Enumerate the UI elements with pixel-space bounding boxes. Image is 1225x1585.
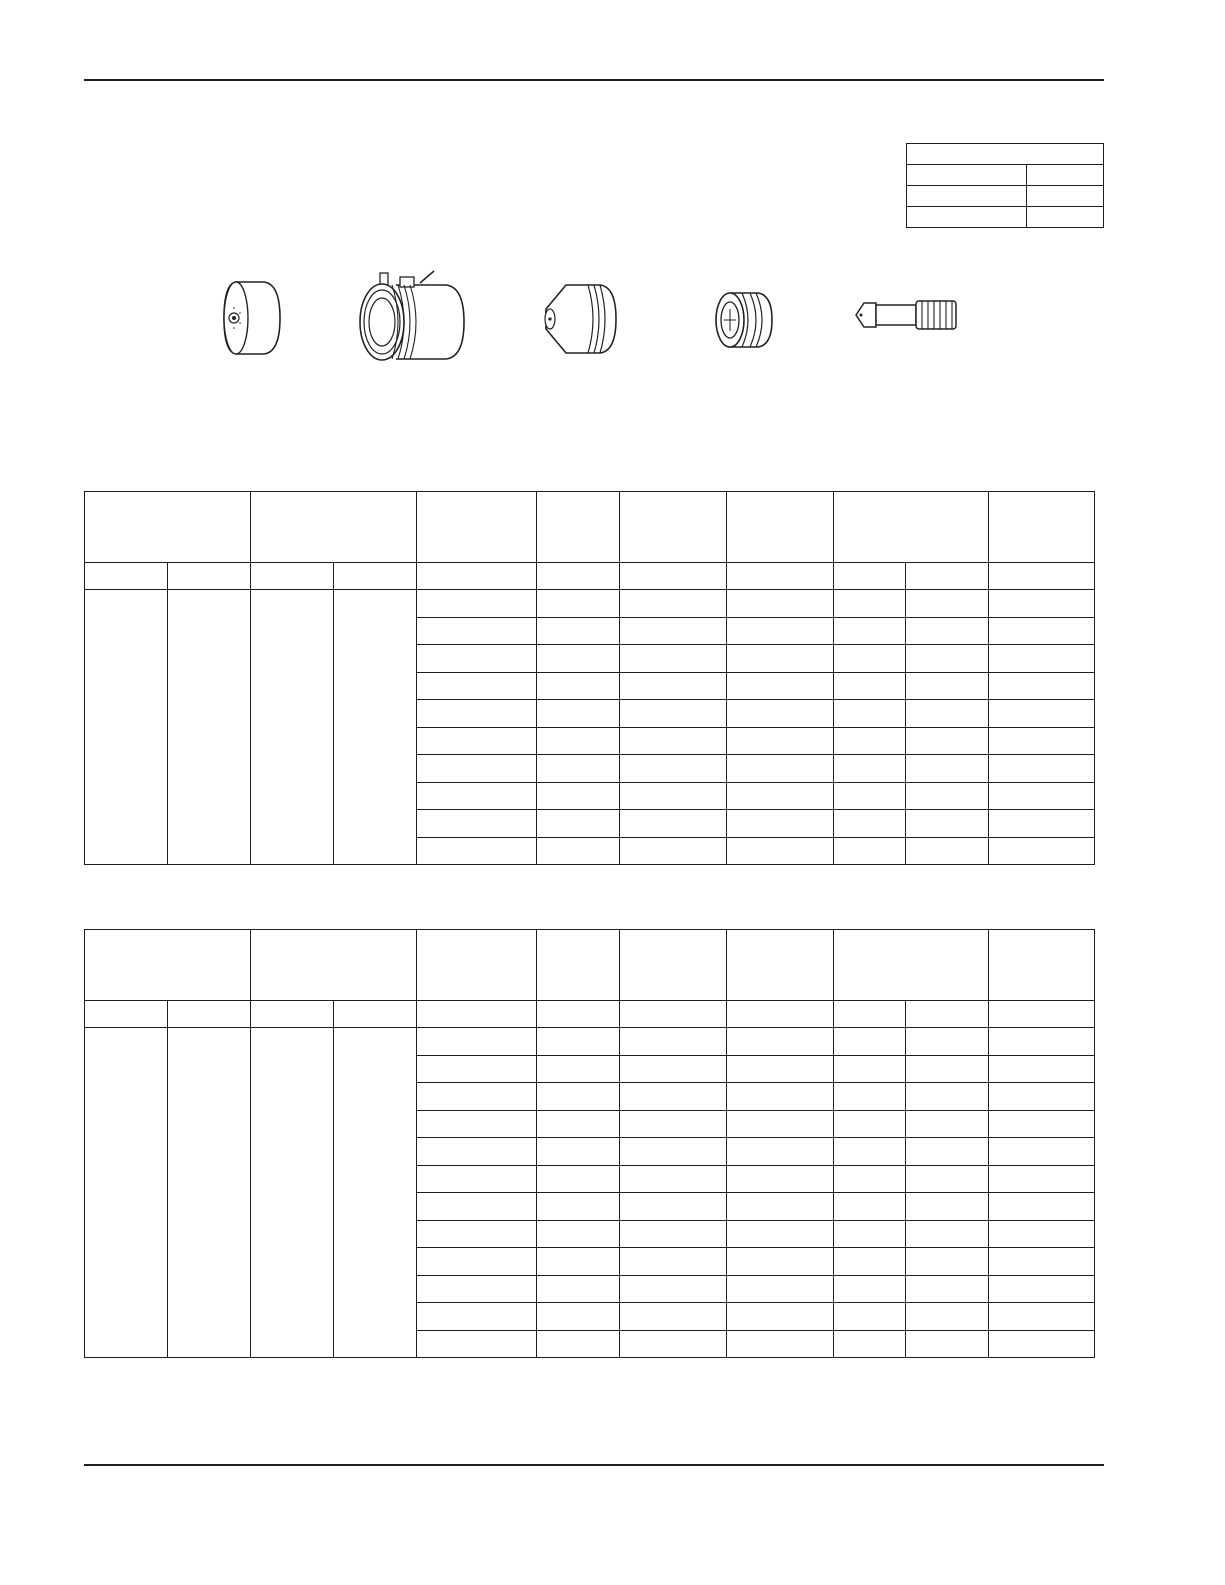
reference-table-row xyxy=(907,186,1104,207)
table-cell xyxy=(989,700,1095,728)
table-cell xyxy=(989,837,1095,865)
footer-rule xyxy=(84,1464,1104,1466)
table-cell xyxy=(906,1083,989,1111)
table-cell xyxy=(727,1330,834,1358)
table-cell xyxy=(537,700,620,728)
shield-illustration xyxy=(222,280,282,356)
table-cell xyxy=(727,1028,834,1056)
table-cell xyxy=(989,1083,1095,1111)
table-cell xyxy=(620,700,727,728)
table-cell xyxy=(537,727,620,755)
table-cell xyxy=(537,1028,620,1056)
table-cell xyxy=(906,700,989,728)
table-cell xyxy=(989,1248,1095,1276)
table-cell xyxy=(906,1275,989,1303)
reference-table-row xyxy=(907,207,1104,228)
table-cell xyxy=(834,1248,906,1276)
table-cell xyxy=(537,1083,620,1111)
table-cell xyxy=(85,563,168,590)
table-cell xyxy=(906,810,989,838)
table-cell xyxy=(834,1055,906,1083)
table-cell xyxy=(906,755,989,783)
table-cell xyxy=(989,672,1095,700)
table-cell xyxy=(620,782,727,810)
electrode-illustration xyxy=(852,295,962,335)
table-cell xyxy=(727,1303,834,1331)
table-cell xyxy=(537,1165,620,1193)
table-cell xyxy=(417,755,537,783)
table-cell xyxy=(834,617,906,645)
table-cell xyxy=(251,1028,334,1358)
table-cell xyxy=(906,1110,989,1138)
table-cell xyxy=(989,727,1095,755)
table-cell xyxy=(727,1110,834,1138)
table-cell xyxy=(727,1220,834,1248)
table-cell xyxy=(417,837,537,865)
table-cell xyxy=(620,837,727,865)
table-cell xyxy=(620,1001,727,1028)
table-cell xyxy=(989,1220,1095,1248)
table-cell xyxy=(417,590,537,618)
table-cell xyxy=(417,1110,537,1138)
table-cell xyxy=(620,727,727,755)
table-cell xyxy=(834,700,906,728)
table-cell xyxy=(620,1220,727,1248)
table-cell xyxy=(834,1028,906,1056)
table-subheader-row xyxy=(85,1001,1095,1028)
table-cell xyxy=(620,617,727,645)
table-cell xyxy=(85,1028,168,1358)
table-cell xyxy=(417,645,537,673)
table-cell xyxy=(620,1303,727,1331)
table-cell xyxy=(620,755,727,783)
reference-table-row xyxy=(907,144,1104,165)
table-cell xyxy=(620,1330,727,1358)
cut-chart-table xyxy=(84,491,1095,865)
table-cell xyxy=(620,1165,727,1193)
table-cell xyxy=(727,837,834,865)
table-cell xyxy=(168,590,251,865)
table-cell xyxy=(906,1248,989,1276)
table-cell xyxy=(834,1303,906,1331)
table-cell xyxy=(85,590,168,865)
table-cell xyxy=(537,617,620,645)
table-cell xyxy=(834,672,906,700)
reference-table xyxy=(906,143,1104,228)
table-cell xyxy=(906,1220,989,1248)
table-cell xyxy=(620,1055,727,1083)
table-cell xyxy=(334,1001,417,1028)
table-cell xyxy=(727,727,834,755)
table-cell xyxy=(834,1001,906,1028)
table-cell xyxy=(834,1110,906,1138)
table-cell xyxy=(834,590,906,618)
table-cell xyxy=(989,563,1095,590)
table-cell xyxy=(417,810,537,838)
table-cell xyxy=(727,1275,834,1303)
table-cell xyxy=(417,1055,537,1083)
table-cell xyxy=(620,1083,727,1111)
table-cell xyxy=(834,1165,906,1193)
table-cell xyxy=(168,1001,251,1028)
table-cell xyxy=(620,810,727,838)
table-cell xyxy=(989,810,1095,838)
table-cell xyxy=(537,1248,620,1276)
table-cell xyxy=(906,645,989,673)
table-cell xyxy=(989,1001,1095,1028)
table-cell xyxy=(834,1193,906,1221)
table-cell xyxy=(834,1275,906,1303)
swirl-ring-illustration xyxy=(712,289,774,351)
table-cell xyxy=(417,1193,537,1221)
table-cell xyxy=(989,1028,1095,1056)
table-cell xyxy=(727,617,834,645)
table-cell xyxy=(727,1055,834,1083)
table-cell xyxy=(537,563,620,590)
table-cell xyxy=(834,1220,906,1248)
table-cell xyxy=(834,782,906,810)
table-cell xyxy=(537,1303,620,1331)
table-cell xyxy=(906,1303,989,1331)
table-cell xyxy=(989,617,1095,645)
table-cell xyxy=(620,563,727,590)
table-cell xyxy=(727,1138,834,1166)
table-cell xyxy=(537,1275,620,1303)
table-cell xyxy=(834,810,906,838)
table-cell xyxy=(537,1110,620,1138)
table-cell xyxy=(417,700,537,728)
table-cell xyxy=(537,1193,620,1221)
table-cell xyxy=(417,727,537,755)
table-cell xyxy=(417,1138,537,1166)
table-cell xyxy=(989,1193,1095,1221)
table-cell xyxy=(417,1165,537,1193)
table-cell xyxy=(417,1001,537,1028)
table-cell xyxy=(620,1193,727,1221)
table-cell xyxy=(989,1303,1095,1331)
table-cell xyxy=(727,1001,834,1028)
table-cell xyxy=(417,1248,537,1276)
table-cell xyxy=(727,1193,834,1221)
table-cell xyxy=(727,590,834,618)
table-cell xyxy=(906,617,989,645)
table-cell xyxy=(537,645,620,673)
table-cell xyxy=(537,1138,620,1166)
table-cell xyxy=(906,727,989,755)
table-cell xyxy=(537,672,620,700)
table-cell xyxy=(906,1055,989,1083)
table-cell xyxy=(906,1138,989,1166)
table-cell xyxy=(727,645,834,673)
table-cell xyxy=(537,1330,620,1358)
table-cell xyxy=(537,755,620,783)
table-cell xyxy=(906,1165,989,1193)
table-cell xyxy=(727,672,834,700)
table-cell xyxy=(727,1083,834,1111)
table-cell xyxy=(537,1001,620,1028)
table-cell xyxy=(989,590,1095,618)
table-cell xyxy=(834,1083,906,1111)
table-cell xyxy=(537,810,620,838)
table-cell xyxy=(906,1193,989,1221)
table-cell xyxy=(906,1001,989,1028)
table-cell xyxy=(834,727,906,755)
table-cell xyxy=(537,782,620,810)
table-cell xyxy=(727,563,834,590)
table-cell xyxy=(620,590,727,618)
table-cell xyxy=(834,1138,906,1166)
table-row xyxy=(85,1028,1095,1056)
table-cell xyxy=(85,1001,168,1028)
table-cell xyxy=(727,1165,834,1193)
table-cell xyxy=(727,755,834,783)
table-cell xyxy=(906,563,989,590)
table-cell xyxy=(834,645,906,673)
table-cell xyxy=(168,563,251,590)
table-cell xyxy=(989,782,1095,810)
table-row xyxy=(85,590,1095,618)
table-cell xyxy=(834,755,906,783)
table-cell xyxy=(906,1028,989,1056)
table-cell xyxy=(417,1303,537,1331)
table-cell xyxy=(906,782,989,810)
table-cell xyxy=(417,1028,537,1056)
table-cell xyxy=(537,837,620,865)
table-cell xyxy=(620,1248,727,1276)
header-rule xyxy=(84,79,1104,81)
table-cell xyxy=(906,590,989,618)
table-cell xyxy=(537,590,620,618)
table-cell xyxy=(417,1083,537,1111)
table-cell xyxy=(989,1055,1095,1083)
table-cell xyxy=(251,563,334,590)
table-cell xyxy=(906,1330,989,1358)
table-cell xyxy=(417,617,537,645)
cut-chart-table xyxy=(84,929,1095,1358)
table-cell xyxy=(537,1055,620,1083)
table-cell xyxy=(620,1138,727,1166)
table-cell xyxy=(727,782,834,810)
table-cell xyxy=(906,837,989,865)
table-cell xyxy=(989,1110,1095,1138)
table-cell xyxy=(334,590,417,865)
table-cell xyxy=(417,1220,537,1248)
nozzle-illustration xyxy=(540,279,620,359)
table-cell xyxy=(989,755,1095,783)
table-cell xyxy=(620,1110,727,1138)
table-cell xyxy=(251,590,334,865)
table-cell xyxy=(989,1138,1095,1166)
reference-table-row xyxy=(907,165,1104,186)
table-cell xyxy=(620,672,727,700)
table-header-row xyxy=(85,492,1095,563)
table-cell xyxy=(989,1330,1095,1358)
retaining-cap-illustration xyxy=(356,267,468,363)
table-cell xyxy=(417,563,537,590)
table-cell xyxy=(334,563,417,590)
table-cell xyxy=(417,672,537,700)
table-cell xyxy=(537,1220,620,1248)
table-cell xyxy=(417,782,537,810)
table-cell xyxy=(251,1001,334,1028)
table-cell xyxy=(727,700,834,728)
table-subheader-row xyxy=(85,563,1095,590)
table-cell xyxy=(620,1275,727,1303)
table-cell xyxy=(834,837,906,865)
consumables-illustration xyxy=(0,265,1225,375)
table-cell xyxy=(727,1248,834,1276)
table-cell xyxy=(334,1028,417,1358)
table-cell xyxy=(727,810,834,838)
table-cell xyxy=(906,672,989,700)
table-header-row xyxy=(85,930,1095,1001)
table-cell xyxy=(989,645,1095,673)
table-cell xyxy=(834,563,906,590)
table-cell xyxy=(834,1330,906,1358)
table-cell xyxy=(168,1028,251,1358)
table-cell xyxy=(417,1330,537,1358)
table-cell xyxy=(989,1275,1095,1303)
table-cell xyxy=(417,1275,537,1303)
table-cell xyxy=(620,1028,727,1056)
table-cell xyxy=(989,1165,1095,1193)
table-cell xyxy=(620,645,727,673)
